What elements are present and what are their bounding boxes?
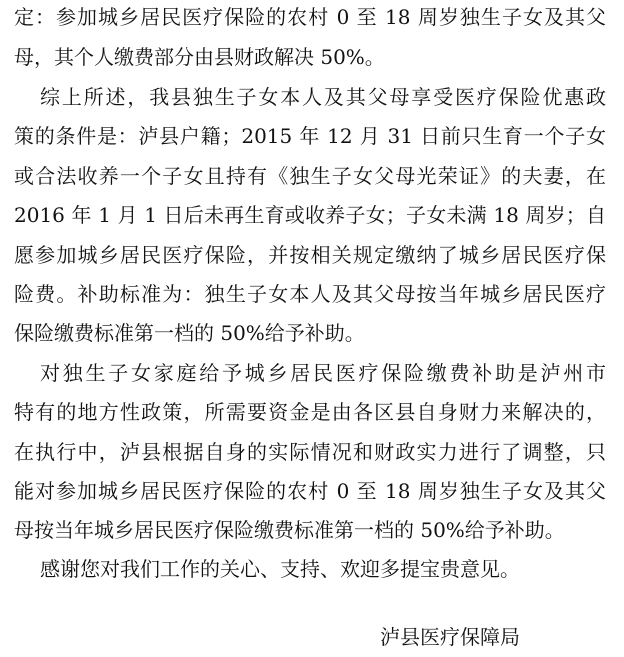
paragraph-2-line-5: 愿参加城乡居民医疗保险，并按相关规定缴纳了城乡居民医疗保	[14, 243, 606, 267]
paragraph-3-line-1: 对独生子女家庭给予城乡居民医疗保险缴费补助是泸州市	[40, 361, 606, 385]
paragraph-3-line-2: 特有的地方性政策，所需要资金是由各区县自身财力来解决的，	[14, 400, 606, 424]
paragraph-1-line-1: 定：参加城乡居民医疗保险的农村 0 至 18 周岁独生子女及其父	[14, 5, 606, 29]
paragraph-3-line-3: 在执行中，泸县根据自身的实际情况和财政实力进行了调整，只	[14, 440, 606, 464]
paragraph-2-line-2: 策的条件是：泸县户籍；2015 年 12 月 31 日前只生育一个子女	[14, 124, 606, 148]
paragraph-2-line-3: 或合法收养一个子女且持有《独生子女父母光荣证》的夫妻，在	[14, 164, 606, 188]
paragraph-2-line-6: 险费。补助标准为：独生子女本人及其父母按当年城乡居民医疗	[14, 282, 606, 306]
paragraph-3-line-4: 能对参加城乡居民医疗保险的农村 0 至 18 周岁独生子女及其父	[14, 479, 606, 503]
paragraph-3-line-5: 母按当年城乡居民医疗保险缴费标准第一档的 50%给予补助。	[14, 518, 565, 542]
paragraph-2-line-1: 综上所述，我县独生子女本人及其父母享受医疗保险优惠政	[40, 85, 606, 109]
paragraph-1-line-2: 母，其个人缴费部分由县财政解决 50%。	[14, 45, 385, 69]
paragraph-4-line-1: 感谢您对我们工作的关心、支持、欢迎多提宝贵意见。	[40, 557, 520, 581]
signature: 泸县医疗保障局	[380, 625, 520, 649]
paragraph-2-line-4: 2016 年 1 月 1 日后未再生育或收养子女；子女未满 18 周岁；自	[14, 203, 606, 227]
paragraph-2-line-7: 保险缴费标准第一档的 50%给予补助。	[14, 321, 365, 345]
